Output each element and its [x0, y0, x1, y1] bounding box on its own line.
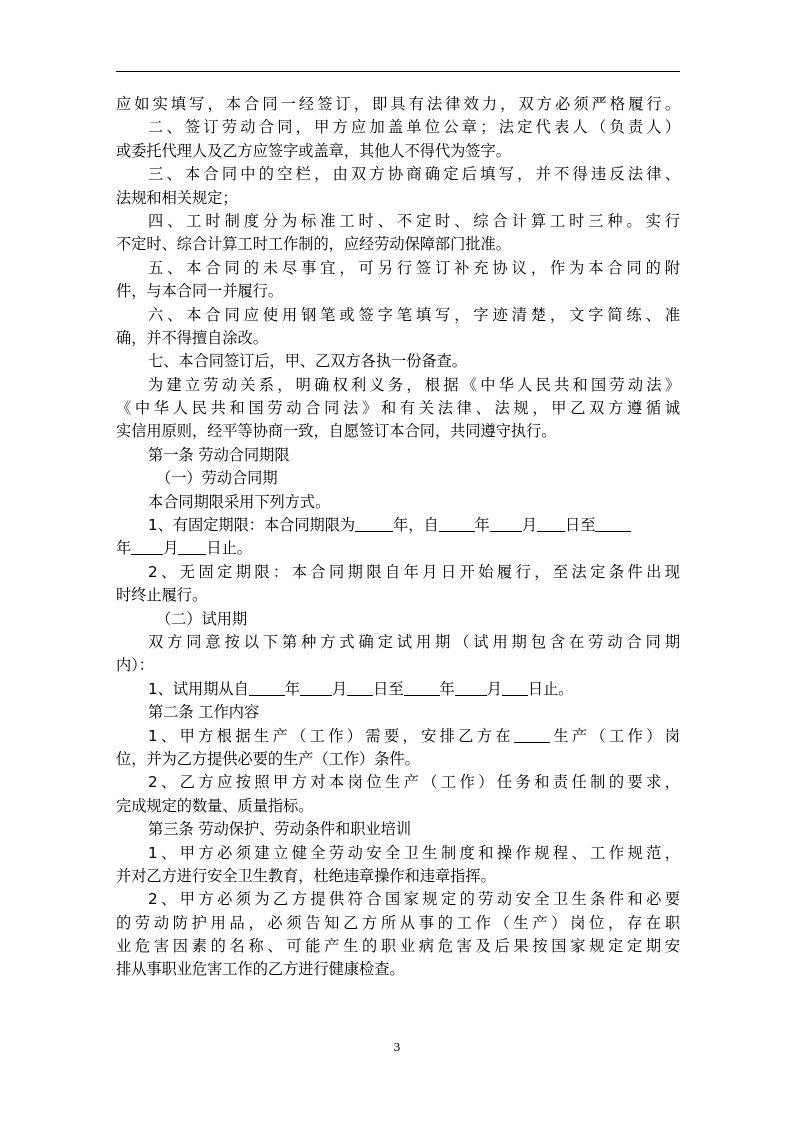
text-line: 排从事职业危害工作的乙方进行健康检查。	[116, 960, 405, 979]
probation-text: 年	[284, 679, 300, 698]
article-2-heading: 第二条 工作内容	[148, 703, 260, 722]
start-day-blank	[537, 516, 565, 532]
text-line: 时终止履行。	[116, 586, 208, 605]
document-body	[116, 93, 680, 982]
fixed-term-text: 日止。	[206, 539, 252, 558]
probation-end-year-blank	[404, 680, 440, 696]
text-line: 的劳动防护用品，必须告知乙方所从事的工作（生产）岗位，存在职	[116, 913, 680, 932]
start-month-blank	[490, 516, 522, 532]
probation-start-day-blank	[347, 680, 373, 696]
probation-period-line	[116, 678, 680, 701]
clause-4-line: 四、工时制度分为标准工时、不定时、综合计算工时三种。实行	[148, 211, 680, 230]
text-line: 确，并不得擅自涂改。	[116, 328, 268, 347]
probation-text: 月	[331, 679, 348, 698]
clause-7-line: 七、本合同签订后，甲、乙双方各执一份备查。	[148, 352, 467, 371]
text-line: 件，与本合同一并履行。	[116, 282, 284, 301]
page-number: 3	[393, 1041, 401, 1054]
probation-text: 月	[486, 679, 502, 698]
clause-6-line: 六、本合同应使用钢笔或签字笔填写，字迹清楚，文字简练、准	[148, 305, 680, 324]
probation-end-day-blank	[502, 680, 528, 696]
text-line: 应如实填写，本合同一经签订，即具有法律效力，双方必须严格履行。	[116, 95, 680, 113]
probation-start-year-blank	[249, 680, 285, 696]
text-line: 或委托代理人及乙方应签字或盖章，其他人不得代为签字。	[116, 141, 511, 160]
fixed-term-text: 月	[163, 539, 179, 558]
clause-2-line: 二、签订劳动合同，甲方应加盖单位公章；法定代表人（负责人）	[148, 118, 680, 137]
start-year-blank	[439, 516, 475, 532]
term-years-blank	[355, 516, 393, 532]
job-text: 生产（工作）岗	[549, 726, 680, 745]
text-line: 并对乙方进行安全卫生教育，杜绝违章操作和违章指挥。	[116, 866, 496, 885]
probation-text: 日止。	[527, 679, 574, 698]
indefinite-term-line: 2、无固定期限：本合同期限自年月日开始履行，至法定条件出现	[148, 562, 680, 581]
clause-5-line: 五、本合同的未尽事宜，可另行签订补充协议，作为本合同的附	[148, 258, 680, 277]
end-day-blank	[178, 539, 206, 555]
fixed-term-text: 年，自	[393, 516, 439, 535]
fixed-term-text: 年	[474, 516, 490, 535]
text-line: 业危害因素的名称、可能产生的职业病危害及后果按国家规定定期安	[116, 937, 680, 956]
text-line: 2、乙方应按照甲方对本岗位生产（工作）任务和责任制的要求，	[148, 773, 680, 792]
article-1-heading: 第一条 劳动合同期限	[148, 445, 290, 464]
text-line: 1、甲方必须建立健全劳动安全卫生制度和操作规程、工作规范，	[148, 843, 680, 862]
probation-text: 日至	[373, 679, 404, 698]
fixed-term-text: 月	[521, 516, 538, 535]
probation-end-month-blank	[455, 680, 487, 696]
section-probation-heading: （二）试用期	[156, 609, 248, 628]
text-line: 实信用原则，经平等协商一致，自愿签订本合同，共同遵守执行。	[116, 422, 557, 441]
text-line: 《中华人民共和国劳动合同法》和有关法律、法规，甲乙双方遵循诚	[116, 399, 680, 418]
end-month-blank	[131, 539, 163, 555]
fixed-term-text: 年	[116, 539, 132, 558]
fixed-term-text: 日至	[565, 516, 596, 535]
text-line: 完成规定的数量、质量指标。	[116, 796, 314, 815]
preamble-line: 为建立劳动关系，明确权利义务，根据《中华人民共和国劳动法》	[148, 375, 680, 394]
text-line: 不定时、综合计算工时工作制的，应经劳动保障部门批准。	[116, 235, 511, 254]
job-position-blank	[514, 727, 550, 743]
text-line: 内）：	[116, 656, 154, 675]
article-3-heading: 第三条 劳动保护、劳动条件和职业培训	[148, 820, 412, 839]
section-contract-term-heading: （一）劳动合同期	[156, 469, 278, 488]
job-text: 1、甲方根据生产（工作）需要，安排乙方在	[148, 726, 514, 745]
fixed-term-end-line	[116, 537, 680, 560]
probation-start-month-blank	[300, 680, 332, 696]
fixed-term-line	[116, 514, 680, 537]
job-position-line	[116, 725, 680, 748]
text-line: 2、甲方必须为乙方提供符合国家规定的劳动安全卫生条件和必要	[148, 890, 680, 909]
clause-3-line: 三、本合同中的空栏，由双方协商确定后填写，并不得违反法律、	[148, 165, 680, 184]
probation-text: 年	[439, 679, 455, 698]
fixed-term-text: 1、有固定期限：本合同期限为	[148, 516, 356, 535]
text-line: 法规和相关规定；	[116, 188, 238, 207]
text-line: 本合同期限采用下列方式。	[148, 492, 331, 511]
end-year-blank	[595, 516, 631, 532]
header-rule	[116, 71, 680, 72]
text-line: 位，并为乙方提供必要的生产（工作）条件。	[116, 749, 420, 768]
probation-text: 1、试用期从自	[148, 679, 249, 698]
text-line: 双方同意按以下第种方式确定试用期（试用期包含在劳动合同期	[148, 632, 680, 651]
